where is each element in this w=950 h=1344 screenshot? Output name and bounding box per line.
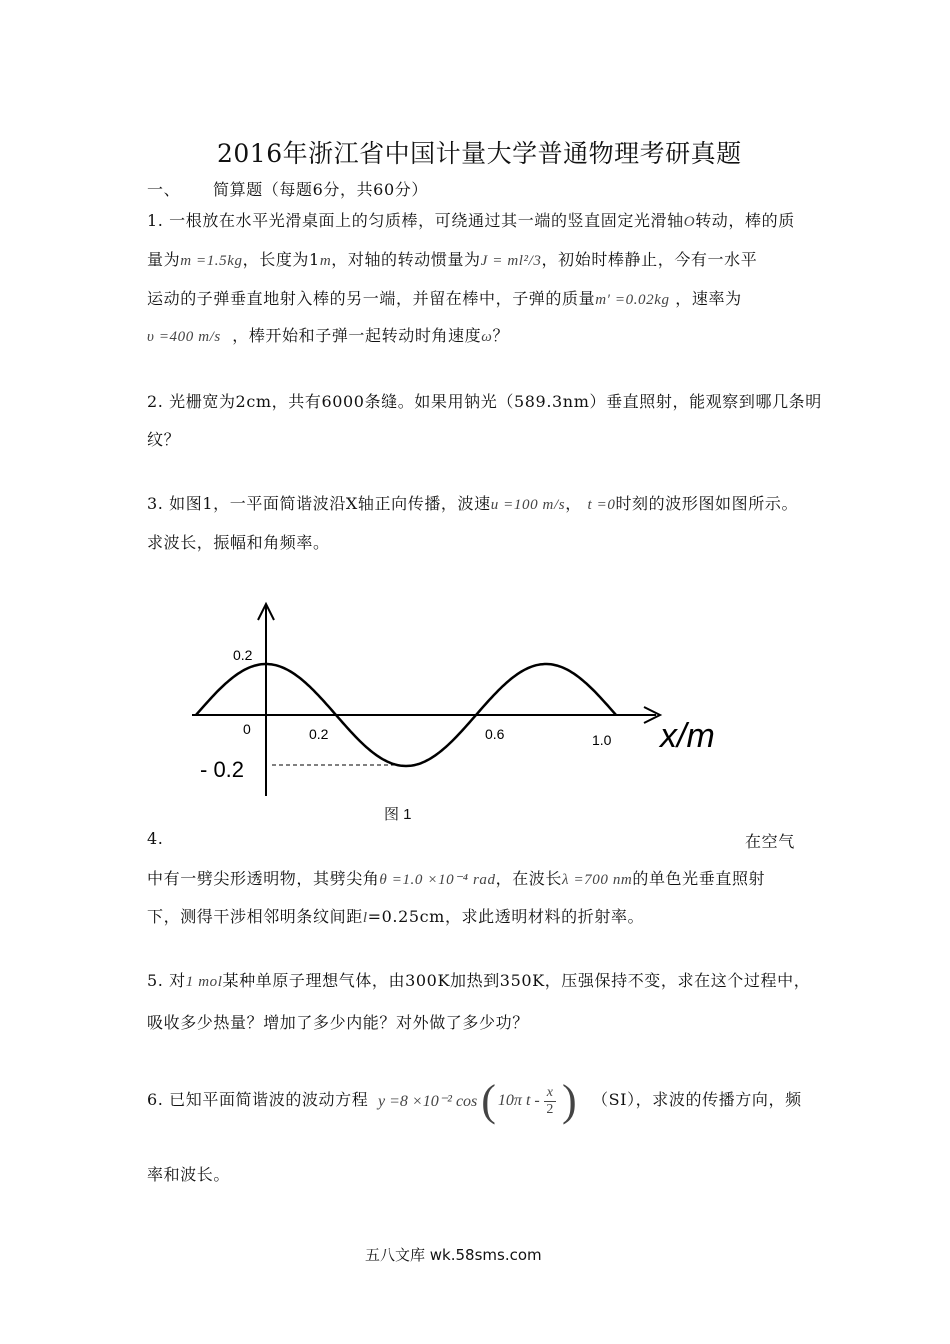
x-axis-label: x/m	[660, 717, 715, 755]
q4-spacing-symbol: l	[362, 910, 368, 926]
q6-line1-tail: （SI），求波的传播方向，频	[592, 1090, 802, 1109]
q4-number: 4.	[147, 829, 164, 848]
y-top-label: 0.2	[233, 647, 253, 663]
q4-lambda: λ =700 nm	[562, 872, 633, 888]
q1-text: 1. 一根放在水平光滑桌面上的匀质棒，可绕通过其一端的竖直固定光滑轴	[147, 211, 684, 230]
q1-line4	[147, 323, 509, 346]
q4-tail: 在空气	[745, 832, 795, 851]
q1-inertia: J = ml²/3	[480, 253, 542, 269]
q4-text: 中有一劈尖形透明物，其劈尖角	[147, 869, 380, 888]
q5-text: 某种单原子理想气体，由300K加热到350K，压强保持不变，求在这个过程中，	[222, 971, 811, 990]
q5-mol: 1 mol	[185, 974, 223, 990]
right-paren: )	[561, 1076, 577, 1125]
q1-text: ？	[492, 326, 510, 345]
q6-equation	[378, 1071, 577, 1131]
q1-text: ，长度为1	[242, 250, 320, 269]
section-label: 简算题（每题6分，共60分）	[213, 180, 428, 199]
left-paren: (	[481, 1076, 496, 1125]
q6-fraction-numerator: x	[544, 1085, 556, 1102]
x-tick-label: 0.2	[309, 726, 329, 742]
q1-axis-symbol: O	[683, 214, 696, 230]
q1-velocity: υ =400 m/s	[147, 329, 221, 345]
q2-line1: 2. 光栅宽为2cm，共有6000条缝。如果用钠光（589.3nm）垂直照射，能观察到哪几条明	[147, 392, 822, 411]
q4-text: =0.25cm，求此透明材料的折射率。	[367, 907, 645, 926]
q3-text: 3. 如图1，一平面简谐波沿X轴正向传播，波速	[147, 494, 491, 513]
q3-time: t =0	[587, 497, 616, 513]
q4-line3	[147, 904, 644, 927]
q1-line1	[147, 208, 795, 231]
q6-line2: 率和波长。	[147, 1165, 231, 1184]
origin-label: 0	[243, 721, 251, 737]
q1-text: 转动，棒的质	[695, 211, 795, 230]
q4-theta: θ =1.0 ×10⁻⁴ rad	[379, 872, 496, 888]
q1-text: 运动的子弹垂直地射入棒的另一端，并留在棒中，子弹的质量	[147, 289, 596, 308]
q6-fraction	[544, 1085, 556, 1118]
x-tick-label: 0.6	[485, 726, 505, 742]
q6-text: 6. 已知平面简谐波的波动方程	[147, 1090, 369, 1109]
q1-text: ，速率为	[675, 289, 742, 308]
q6-eq-arg: 10π t -	[497, 1092, 540, 1109]
q6-eq-left: y =8 ×10⁻² cos	[378, 1093, 478, 1110]
q6-line1	[147, 1087, 368, 1110]
q1-text: 量为	[147, 250, 181, 269]
q1-line3	[147, 286, 742, 309]
figure-caption: 图 1	[384, 806, 412, 823]
q3-speed: u =100 m/s	[490, 497, 566, 513]
q1-text: ，棒开始和子弹一起转动时角速度	[232, 326, 482, 345]
q3-sep: ，	[565, 494, 582, 513]
q4-text: ，在波长	[495, 869, 562, 888]
q1-unit: m	[319, 253, 332, 269]
q6-fraction-denominator: 2	[546, 1101, 554, 1117]
q4-line2	[147, 866, 765, 889]
q5-text: 5. 对	[147, 971, 186, 990]
q2-line2: 纹？	[147, 430, 181, 449]
q4-text: 下，测得干涉相邻明条纹间距	[147, 907, 363, 926]
q3-text: 时刻的波形图如图所示。	[615, 494, 799, 513]
y-bottom-label: - 0.2	[200, 757, 245, 782]
q1-omega: ω	[481, 329, 493, 345]
q4-text: 的单色光垂直照射	[632, 869, 766, 888]
q3-line1	[147, 491, 798, 514]
x-tick-label: 1.0	[592, 732, 612, 748]
q5-line1	[147, 968, 810, 991]
q1-line2	[147, 247, 757, 270]
q3-line2: 求波长，振幅和角频率。	[147, 533, 330, 552]
wave-figure	[180, 596, 740, 836]
q1-text: ，初始时棒静止，今有一水平	[541, 250, 758, 269]
q1-mass: m =1.5kg	[180, 253, 243, 269]
q1-bullet-mass: m′ =0.02kg	[595, 292, 670, 308]
q5-line2: 吸收多少热量？增加了多少内能？对外做了多少功？	[147, 1013, 529, 1032]
footer-watermark: 五八文库 wk.58sms.com	[365, 1246, 542, 1264]
q1-text: ，对轴的转动惯量为	[331, 250, 481, 269]
page-title: 2016年浙江省中国计量大学普通物理考研真题	[217, 139, 742, 168]
section-number: 一、	[147, 180, 181, 199]
